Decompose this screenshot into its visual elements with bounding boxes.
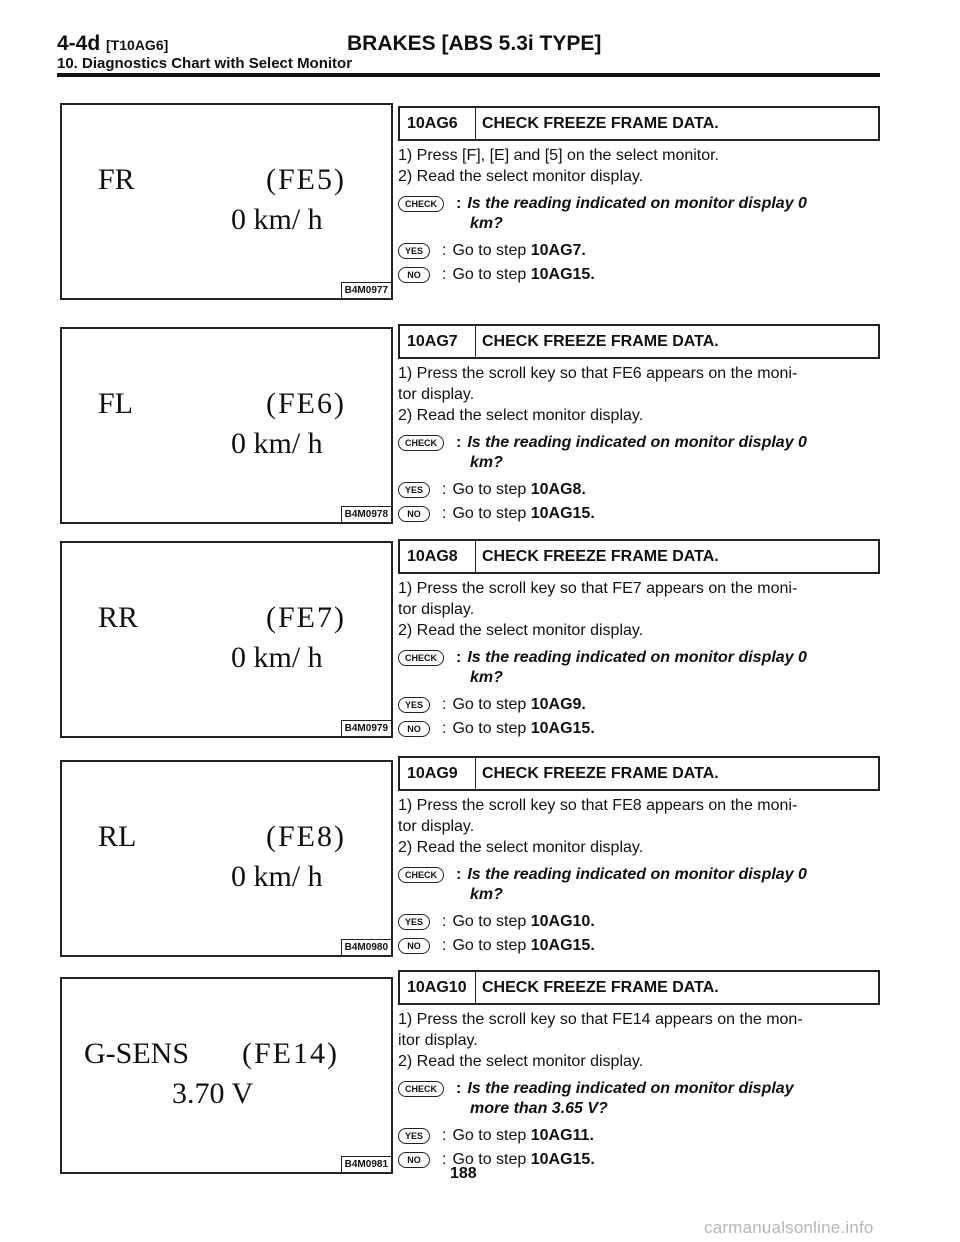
step-title: CHECK FREEZE FRAME DATA. [482,547,719,565]
check-question: CHECK : Is the reading indicated on monitor display 0 km? [398,648,880,688]
yes-icon: YES [398,243,430,259]
step-header [398,970,880,1005]
step-10ag8 [398,539,880,739]
check-icon: CHECK [398,650,444,666]
question-text-cont: more than 3.65 V? [470,1100,608,1117]
instruction-line: 1) Press the scroll key so that FE7 appears on the moni- [398,580,798,597]
yes-answer: YES : Go to step 10AG8. [398,480,880,500]
yes-answer: YES : Go to step 10AG11. [398,1126,880,1146]
step-10ag10 [398,970,880,1170]
watermark: carmanualsonline.info [704,1218,874,1237]
page-number: 188 [450,1165,477,1182]
step-header [398,539,880,574]
step-title: CHECK FREEZE FRAME DATA. [482,978,719,996]
monitor-value: 3.70 V [172,1077,254,1110]
no-icon: NO [398,267,430,283]
step-number: 10AG8 [400,541,476,572]
answer-step-link: 10AG10. [530,913,595,930]
monitor-label: FL [98,387,134,420]
no-answer: NO : Go to step 10AG15. [398,719,880,739]
no-icon: NO [398,506,430,522]
monitor-display-rl [60,760,393,957]
answer-text: Go to step [452,1127,527,1144]
page-subtitle: 10. Diagnostics Chart with Select Monitor [57,55,353,72]
no-icon: NO [398,1152,430,1168]
instruction-line: 1) Press the scroll key so that FE6 appears on the moni- [398,365,798,382]
page-title: BRAKES [ABS 5.3i TYPE] [347,32,602,55]
monitor-display-g-sens [60,977,393,1174]
step-header [398,106,880,141]
monitor-code: (FE6) [266,387,346,420]
no-answer: NO : Go to step 10AG15. [398,504,880,524]
question-text: Is the reading indicated on monitor display 0 [467,866,807,883]
step-title: CHECK FREEZE FRAME DATA. [482,332,719,350]
answer-step-link: 10AG8. [530,481,586,498]
step-title: CHECK FREEZE FRAME DATA. [482,764,719,782]
monitor-value: 0 km/ h [231,860,323,893]
check-question: CHECK : Is the reading indicated on monitor display 0 km? [398,433,880,473]
no-icon: NO [398,721,430,737]
question-text: Is the reading indicated on monitor display 0 [467,195,807,212]
answer-text: Go to step [452,481,527,498]
question-text: Is the reading indicated on monitor display 0 [467,649,807,666]
monitor-display-fr [60,103,393,300]
step-number: 10AG10 [400,972,476,1003]
answer-step-link: 10AG15. [530,266,595,283]
answer-step-link: 10AG9. [530,696,586,713]
instruction-line: tor display. [398,601,475,618]
answer-step-link: 10AG7. [530,242,586,259]
answer-step-link: 10AG15. [530,720,595,737]
step-number: 10AG6 [400,108,476,139]
yes-icon: YES [398,697,430,713]
instruction-line: itor display. [398,1032,478,1049]
monitor-code: (FE7) [266,601,346,634]
figure-id: B4M0977 [341,282,391,298]
monitor-value: 0 km/ h [231,427,323,460]
instruction-line: 2) Read the select monitor display. [398,168,644,185]
yes-icon: YES [398,914,430,930]
header-rule [57,73,880,77]
answer-text: Go to step [452,505,527,522]
instruction-line: tor display. [398,818,475,835]
question-text: Is the reading indicated on monitor display [467,1080,794,1097]
question-text-cont: km? [470,669,503,686]
check-icon: CHECK [398,867,444,883]
monitor-label: G-SENS [84,1037,190,1070]
monitor-code: (FE14) [242,1037,339,1070]
check-question: CHECK : Is the reading indicated on monitor display 0 km? [398,865,880,905]
question-text-cont: km? [470,215,503,232]
monitor-display-fl [60,327,393,524]
section-ref: [T10AG6] [106,37,169,53]
instruction-line: 2) Read the select monitor display. [398,839,644,856]
monitor-code: (FE5) [266,163,346,196]
instruction-line: 1) Press the scroll key so that FE8 appears on the moni- [398,797,798,814]
check-icon: CHECK [398,196,444,212]
question-text-cont: km? [470,886,503,903]
answer-text: Go to step [452,242,527,259]
step-10ag7 [398,324,880,524]
step-number: 10AG9 [400,758,476,789]
step-number: 10AG7 [400,326,476,357]
check-icon: CHECK [398,1081,444,1097]
figure-id: B4M0980 [341,939,391,955]
monitor-value: 0 km/ h [231,203,323,236]
answer-text: Go to step [452,1151,527,1168]
check-icon: CHECK [398,435,444,451]
monitor-label: RR [98,601,139,634]
instruction-line: 1) Press the scroll key so that FE14 appears on the mon- [398,1011,803,1028]
question-text: Is the reading indicated on monitor display 0 [467,434,807,451]
yes-answer: YES : Go to step 10AG10. [398,912,880,932]
figure-id: B4M0981 [341,1156,391,1172]
step-header [398,756,880,791]
yes-icon: YES [398,1128,430,1144]
answer-step-link: 10AG11. [530,1127,594,1144]
instruction-line: 2) Read the select monitor display. [398,622,644,639]
monitor-label: RL [98,820,137,853]
instruction-line: 1) Press [F], [E] and [5] on the select monitor. [398,147,720,164]
step-title: CHECK FREEZE FRAME DATA. [482,114,719,132]
answer-text: Go to step [452,266,527,283]
instruction-line: 2) Read the select monitor display. [398,407,644,424]
step-10ag6 [398,106,880,285]
step-10ag9 [398,756,880,956]
answer-text: Go to step [452,913,527,930]
answer-step-link: 10AG15. [530,505,595,522]
no-answer: NO : Go to step 10AG15. [398,1150,880,1170]
yes-icon: YES [398,482,430,498]
section-code: 4-4d [T10AG6] [57,32,169,55]
no-answer: NO : Go to step 10AG15. [398,936,880,956]
answer-step-link: 10AG15. [530,1151,595,1168]
no-icon: NO [398,938,430,954]
no-answer: NO : Go to step 10AG15. [398,265,880,285]
answer-text: Go to step [452,720,527,737]
yes-answer: YES : Go to step 10AG9. [398,695,880,715]
check-question: CHECK : Is the reading indicated on monitor display 0 km? [398,194,880,234]
question-text-cont: km? [470,454,503,471]
answer-step-link: 10AG15. [530,937,595,954]
yes-answer: YES : Go to step 10AG7. [398,241,880,261]
monitor-value: 0 km/ h [231,641,323,674]
instruction-line: 2) Read the select monitor display. [398,1053,644,1070]
answer-text: Go to step [452,696,527,713]
answer-text: Go to step [452,937,527,954]
figure-id: B4M0979 [341,720,391,736]
instruction-line: tor display. [398,386,475,403]
step-header [398,324,880,359]
monitor-label: FR [98,163,135,196]
check-question: CHECK : Is the reading indicated on monitor display more than 3.65 V? [398,1079,880,1119]
figure-id: B4M0978 [341,506,391,522]
monitor-display-rr [60,541,393,738]
monitor-code: (FE8) [266,820,346,853]
